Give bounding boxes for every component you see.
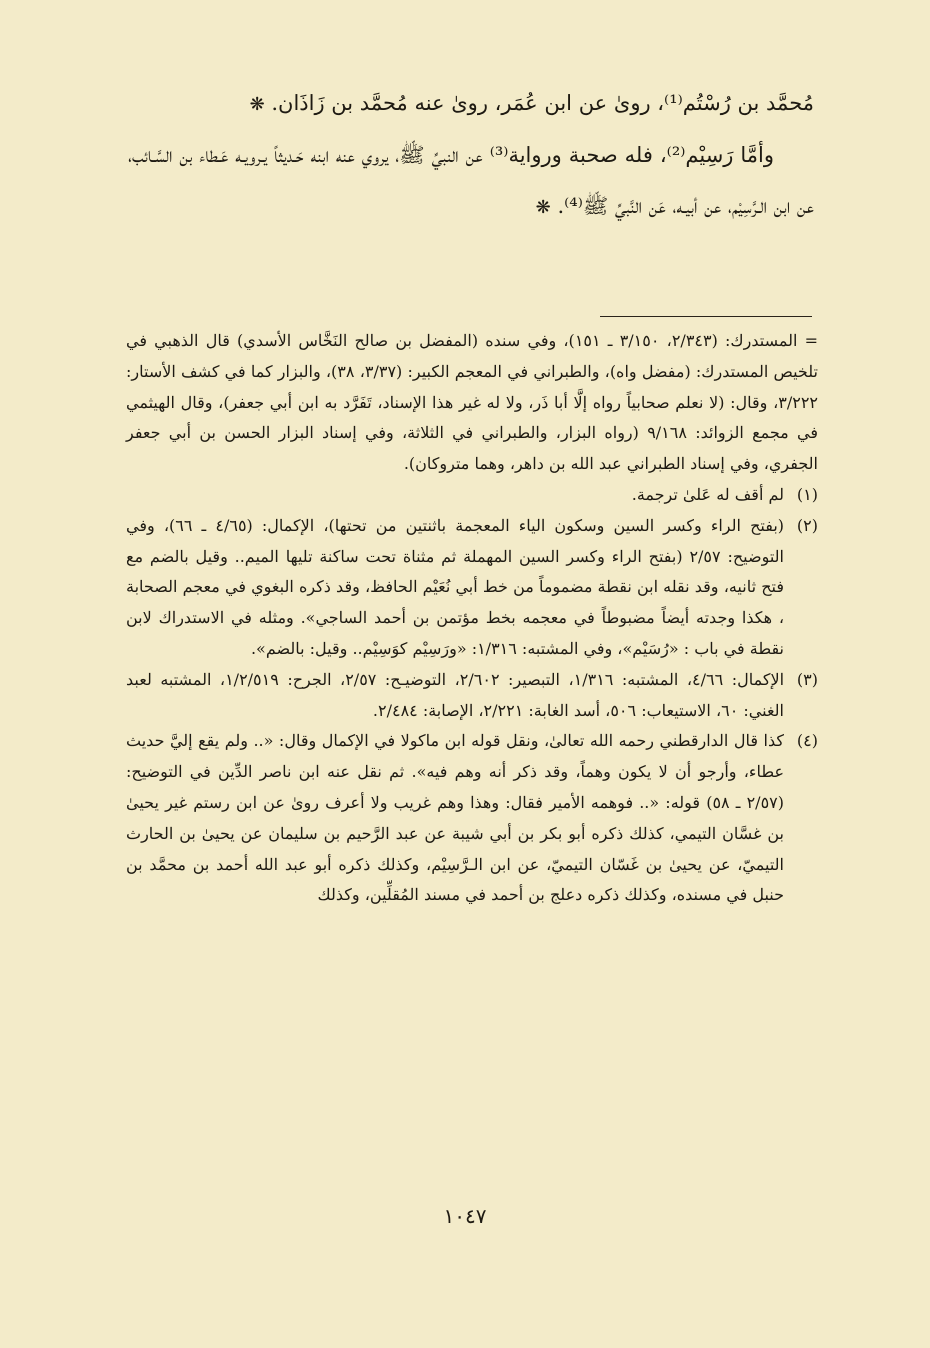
footnote-text: (بفتح الراء وكسر السين وسكون الياء المعجمة باثنتين من تحتها)، الإكمال: (٤/٦٥ ـ ٦٦)، وفي التوضيح: ٢/٥٧ (بفتح الراء وكسر السين المهملة ثم مثناة تحت ساكنة تليها الميم.. وقيل بالضم مع فتح ثانيه، وقد نقله ابن نقطة مضموماً من خط أبي نُعَيْم الحافظ، وقد ذكره البغوي في معجم الصحابة ، هكذا وجدته أيضاً مضبوطاً في معجمه بخط مؤتمن بن أحمد الساجي». ومثله في الاستدراك لابن نقطة في باب : «رُسَيْم»، وفي المشتبه: ١/٣١٦: «ورَسِيْم كوَسِيْم.. وقيل: بالضم».: [126, 515, 785, 658]
footnote-number: (٣): [796, 669, 818, 689]
main-text: [128, 78, 814, 233]
entry-text: وأمَّا رَسِيْم⁽²⁾، فله صحبة ورواية⁽³⁾ عن النبيِّ ﷺ، يروي عنه ابنه حَـديثاً يـرويـه عَـطاء بن السَّـائب، عن ابن الـرَّسِيْم، عن أبيـه، عَن النَّبيِّ ﷺ⁽⁴⁾.: [128, 143, 814, 218]
entry-text: مُحمَّد بن رُسْتُم⁽¹⁾، روىٰ عن ابن عُمَر، روىٰ عنه مُحمَّد بن زَاذَان.: [271, 91, 814, 115]
footnote-2: [126, 511, 818, 665]
star-separator: ❋: [535, 197, 551, 218]
star-separator: ❋: [249, 94, 265, 115]
footnote-text: لم أقف له عَلىٰ ترجمة.: [631, 484, 784, 504]
entry-rasim: [128, 130, 814, 233]
footnote-1: [126, 480, 818, 511]
page-number: ١٠٤٧: [443, 1204, 487, 1228]
footnote-number: (٤): [796, 731, 818, 751]
footnote-number: (٢): [796, 515, 818, 535]
footnote-continuation: = المستدرك: (٢/٣٤٣، ٣/١٥٠ ـ ١٥١)، وفي سنده (المفضل بن صالح النَخَّاس الأسدي) قال الذهبي في تلخيص المستدرك: (مفضل واه)، والطبراني في المعجم الكبير: (٣/٣٧، ٣٨)، والبزار كما في كشف الأستار: ٣/٢٢٢، وقال: (لا نعلم صحابياً رواه إلَّا أبا ذَر، ولا له غير هذا الإسناد، تَفَرَّد به ابن أبي جعفر)، وقال الهيثمي في مجمع الزوائد: ٩/١٦٨ (رواه البزار، والطبراني في الثلاثة، وفي إسناد البزار الحسن بن أبي جعفر الجفري، وفي إسناد الطبراني عبد الله بن داهر، وهما متروكان).: [126, 331, 819, 474]
footnote-4: [126, 726, 818, 911]
footnote-divider: [600, 316, 812, 317]
footnote-3: [126, 665, 818, 727]
footnote-text: الإكمال: ٤/٦٦، المشتبه: ١/٣١٦، التبصير: ٢/٦٠٢، التوضيـح: ٢/٥٧، الجرح: ١/٢/٥١٩، المشتبه لعبد الغني: ٦٠، الاستيعاب: ٥٠٦، أسد الغابة: ٢/٢٢١، الإصابة: ٢/٤٨٤.: [126, 669, 785, 720]
entry-muhammad-ibn-rustum: [128, 78, 814, 130]
footnotes: [126, 326, 818, 911]
footnote-number: (١): [796, 484, 818, 504]
footnote-text: كذا قال الدارقطني رحمه الله تعالىٰ، ونقل قوله ابن ماكولا في الإكمال وقال: «.. ولم يقع إليَّ حديث عطاء، وأرجو أن لا يكون وهماً، وقد ذكر أنه وهم فيه». ثم نقل عنه ابن ناصر الدِّين في التوضيح: (٢/٥٧ ـ ٥٨) قوله: «.. فوهمه الأمير فقال: وهذا وهم غريب ولا أعرف روىٰ عن ابن رستم غير يحيىٰ بن غسَّان التيمي، كذلك ذكره أبو بكر بن أبي شيبة عن عبد الرَّحيم بن سليمان عن يحيىٰ بن الحارث التيميّ، عن يحيىٰ بن غَسّان التيميّ، عن ابن الـرَّسِيْم، وكذلك ذكره أبو عبد الله أحمد بن محمَّد بن حنبل في مسنده، وكذلك ذكره دعلج بن أحمد في مسند المُقلِّين، وكذلك: [126, 731, 784, 905]
